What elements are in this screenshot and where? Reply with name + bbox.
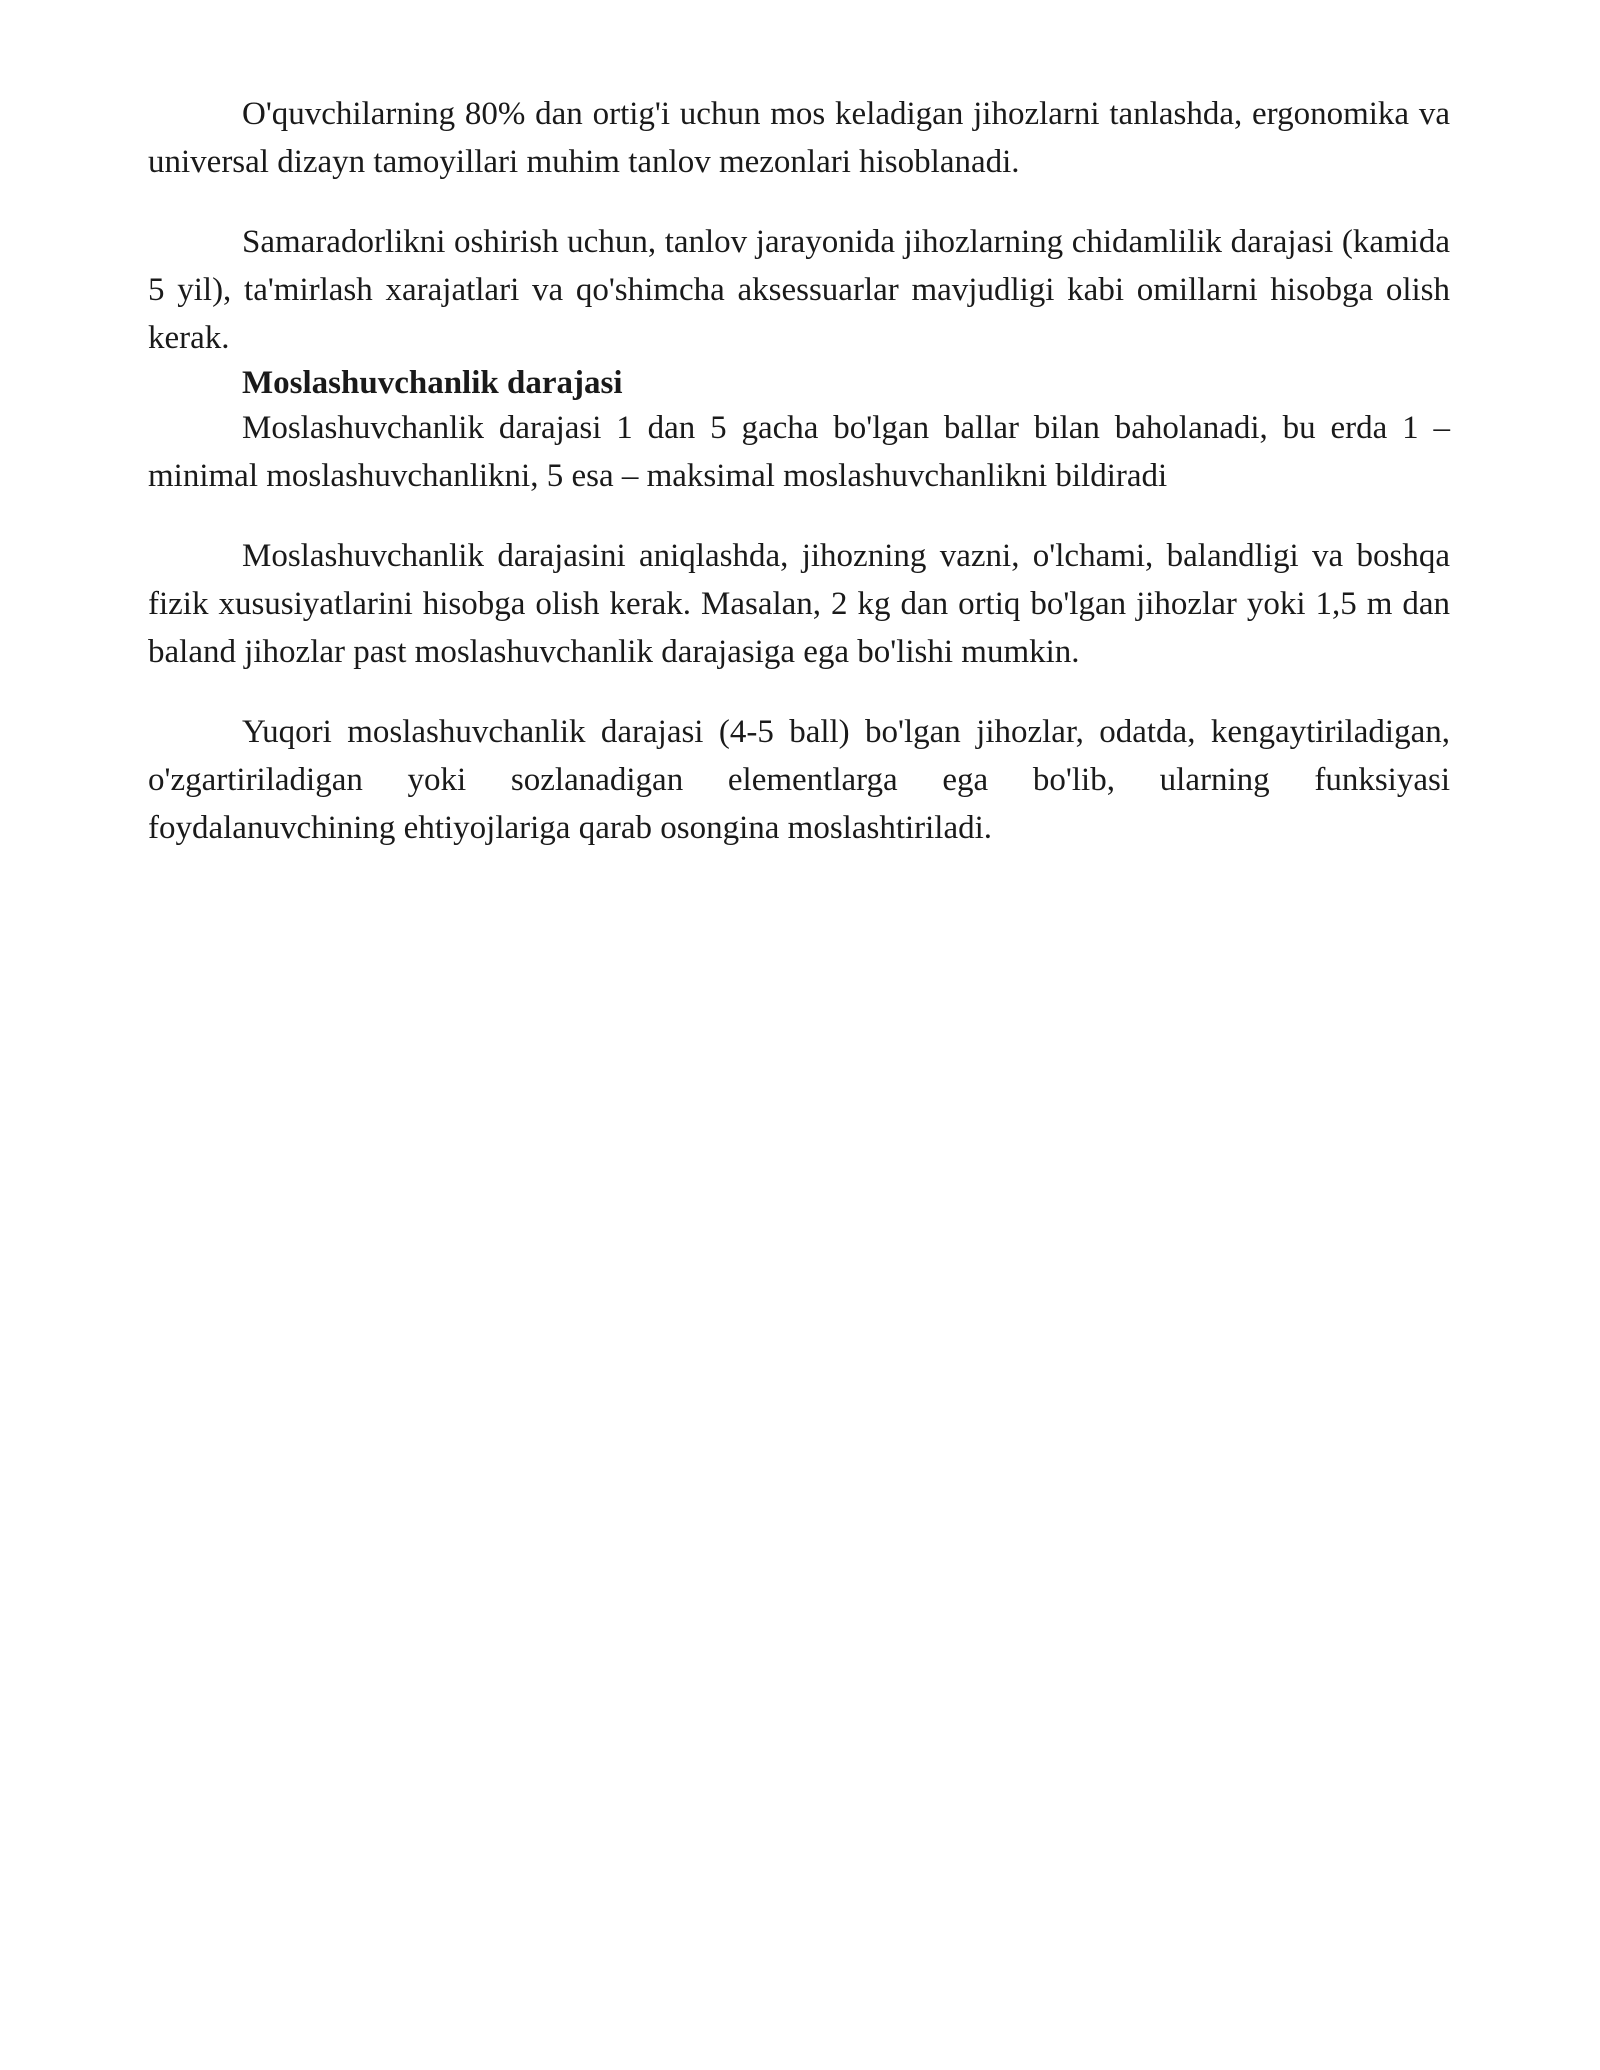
section-heading: Moslashuvchanlik darajasi (242, 365, 623, 401)
document-body (148, 90, 1450, 852)
paragraph-scoring: Moslashuvchanlik darajasi 1 dan 5 gacha bo'lgan ballar bilan baholanadi, bu erda 1 – minimal moslashuvchanlikni, 5 esa – maksimal moslashuvchanlikni bildiradi (148, 410, 1450, 494)
paragraph-high-flexibility: Yuqori moslashuvchanlik darajasi (4-5 ball) bo'lgan jihozlar, odatda, kengaytiriladigan, o'zgartiriladigan yoki sozlanadigan elementlarga ega bo'lib, ularning funksiyasi foydalanuvchining ehtiyojlariga qarab osongina moslashtiriladi. (148, 714, 1450, 846)
paragraph-ergonomics: O'quvchilarning 80% dan ortig'i uchun mos keladigan jihozlarni tanlashda, ergonomika va universal dizayn tamoyillari muhim tanlov mezonlari hisoblanadi. (148, 96, 1450, 180)
paragraph-physical-properties: Moslashuvchanlik darajasini aniqlashda, jihozning vazni, o'lchami, balandligi va boshqa fizik xususiyatlarini hisobga olish kerak. Masalan, 2 kg dan ortiq bo'lgan jihozlar yoki 1,5 m dan baland jihozlar past moslashuvchanlik darajasiga ega bo'lishi mumkin. (148, 538, 1450, 670)
paragraph-efficiency: Samaradorlikni oshirish uchun, tanlov jarayonida jihozlarning chidamlilik darajasi (kamida 5 yil), ta'mirlash xarajatlari va qo'shimcha aksessuarlar mavjudligi kabi omillarni hisobga olish kerak. (148, 224, 1450, 356)
